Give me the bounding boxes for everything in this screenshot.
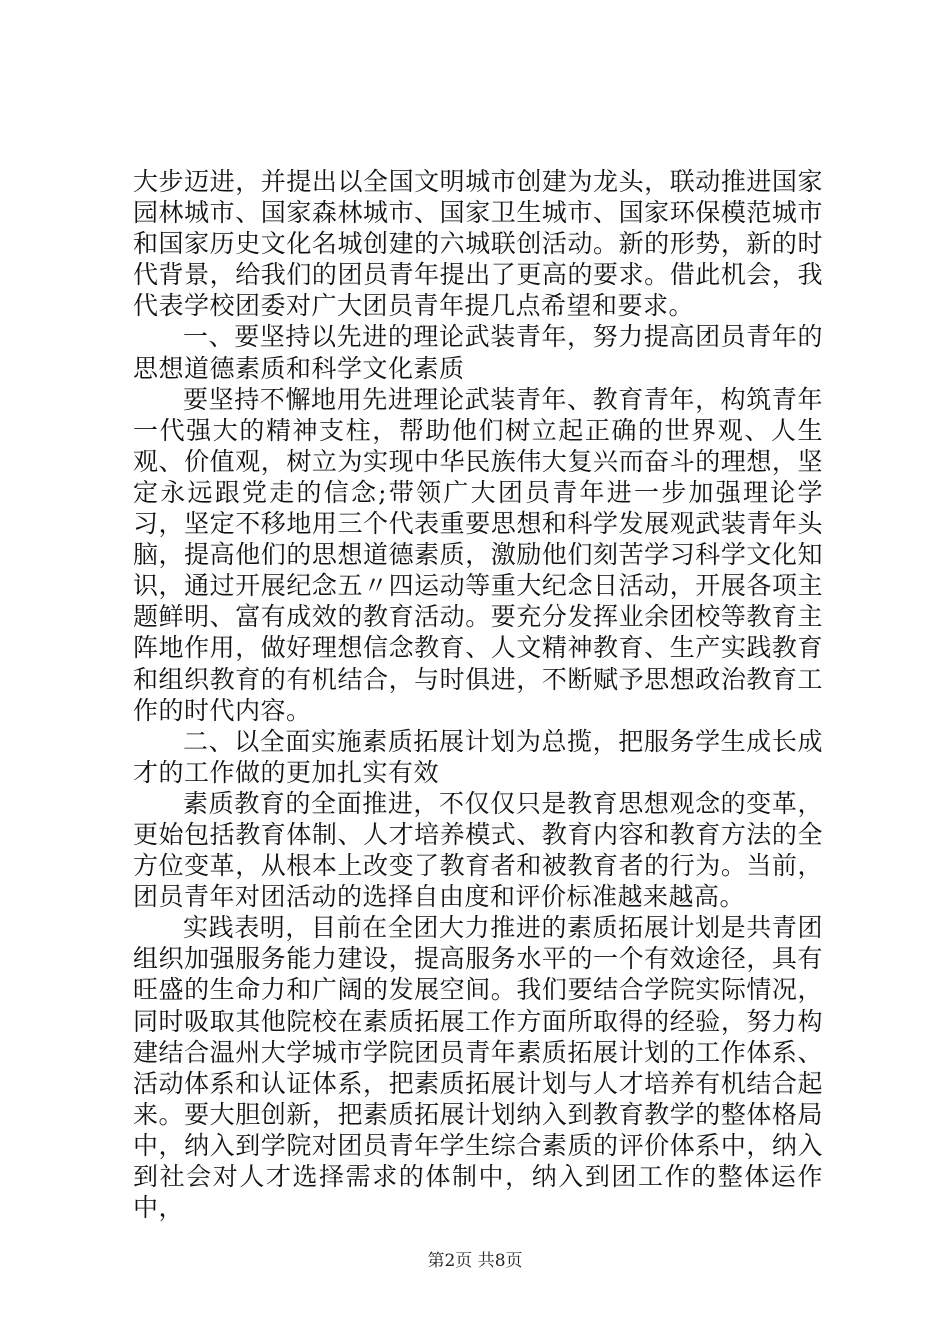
section-heading-2: 二、以全面实施素质拓展计划为总揽，把服务学生成长成才的工作做的更加扎实有效 <box>133 726 823 787</box>
section-heading-1: 一、要坚持以先进的理论武装青年，努力提高团员青年的思想道德素质和科学文化素质 <box>133 322 823 383</box>
document-body <box>133 166 823 1223</box>
page-number-footer: 第2页 共8页 <box>427 1251 523 1271</box>
paragraph-4: 实践表明，目前在全团大力推进的素质拓展计划是共青团组织加强服务能力建设，提高服务水平的一个有效途径，具有旺盛的生命力和广阔的发展空间。我们要结合学院实际情况，同时吸取其他院校在素质拓展工作方面所取得的经验，努力构建结合温州大学城市学院团员青年素质拓展计划的工作体系、活动体系和认证体系，把素质拓展计划与人才培养有机结合起来。要大胆创新，把素质拓展计划纳入到教育教学的整体格局中，纳入到学院对团员青年学生综合素质的评价体系中，纳入到社会对人才选择需求的体制中，纳入到团工作的整体运作中， <box>133 913 823 1223</box>
paragraph-2: 要坚持不懈地用先进理论武装青年、教育青年，构筑青年一代强大的精神支柱，帮助他们树立起正确的世界观、人生观、价值观，树立为实现中华民族伟大复兴而奋斗的理想，坚定永远跟党走的信念;带领广大团员青年进一步加强理论学习，坚定不移地用三个代表重要思想和科学发展观武装青年头脑，提高他们的思想道德素质，激励他们刻苦学习科学文化知识，通过开展纪念五〃四运动等重大纪念日活动，开展各项主题鲜明、富有成效的教育活动。要充分发挥业余团校等教育主阵地作用，做好理想信念教育、人文精神教育、生产实践教育和组织教育的有机结合，与时俱进，不断赋予思想政治教育工作的时代内容。 <box>133 384 823 725</box>
paragraph-1: 大步迈进，并提出以全国文明城市创建为龙头，联动推进国家园林城市、国家森林城市、国家卫生城市、国家环保模范城市和国家历史文化名城创建的六城联创活动。新的形势，新的时代背景，给我们的团员青年提出了更高的要求。借此机会，我代表学校团委对广大团员青年提几点希望和要求。 <box>133 167 823 321</box>
paragraph-3: 素质教育的全面推进，不仅仅只是教育思想观念的变革，更始包括教育体制、人才培养模式、教育内容和教育方法的全方位变革，从根本上改变了教育者和被教育者的行为。当前，团员青年对团活动的选择自由度和评价标准越来越高。 <box>133 788 823 912</box>
